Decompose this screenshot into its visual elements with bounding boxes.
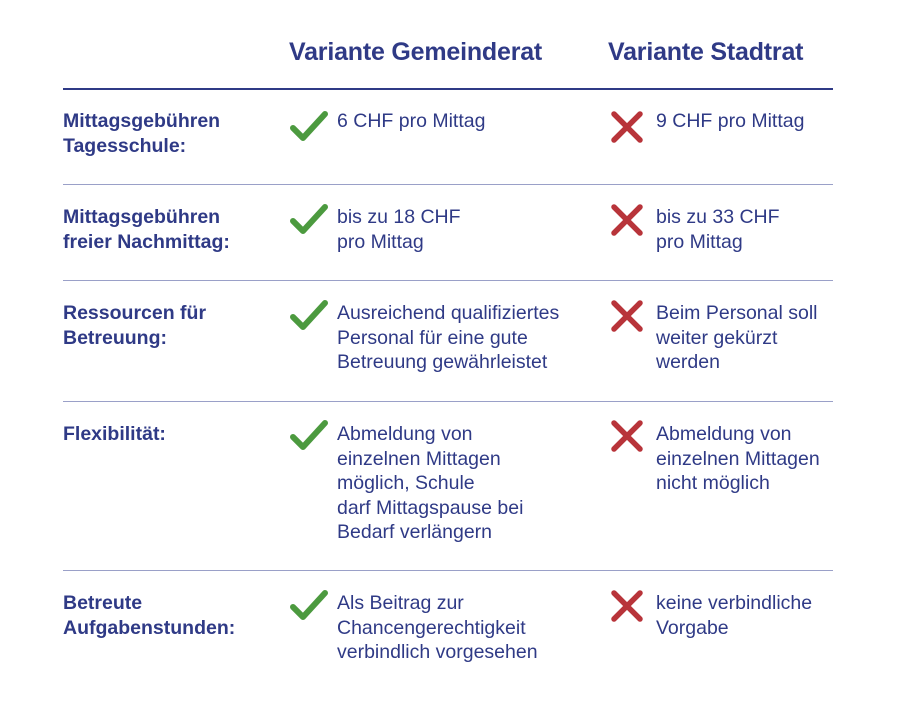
header-variante-stadtrat: Variante Stadtrat <box>608 38 804 66</box>
row-divider <box>63 570 833 571</box>
cross-icon <box>609 589 647 623</box>
cross-icon <box>609 203 647 237</box>
row-label: Betreute Aufgabenstunden: <box>63 592 236 639</box>
cell-stadtrat: Beim Personal soll weiter gekürzt werden <box>656 302 818 373</box>
cell-gemeinderat: Ausreichend qualifiziertes Personal für eine gute Betreuung gewährleistet <box>337 302 560 373</box>
cell-stadtrat: Abmeldung von einzelnen Mittagen nicht möglich <box>656 423 820 494</box>
check-icon <box>290 203 328 237</box>
cell-stadtrat: keine verbindliche Vorgabe <box>656 592 813 639</box>
cell-gemeinderat: Als Beitrag zur Chancengerechtigkeit verbindlich vorgesehen <box>337 592 538 663</box>
check-icon <box>290 110 328 144</box>
cell-gemeinderat: 6 CHF pro Mittag <box>337 110 486 132</box>
header-divider <box>63 88 833 90</box>
check-icon <box>290 589 328 623</box>
check-icon <box>290 299 328 333</box>
row-divider <box>63 184 833 185</box>
check-icon <box>290 419 328 453</box>
row-divider <box>63 280 833 281</box>
row-label: Ressourcen für Betreuung: <box>63 302 207 349</box>
row-label: Flexibilität: <box>63 423 166 445</box>
row-label: Mittagsgebühren freier Nachmittag: <box>63 206 230 253</box>
row-label: Mittagsgebühren Tagesschule: <box>63 110 221 157</box>
cross-icon <box>609 110 647 144</box>
cell-gemeinderat: bis zu 18 CHF pro Mittag <box>337 206 461 253</box>
cell-gemeinderat: Abmeldung von einzelnen Mittagen möglich, Schule darf Mittagspause bei Bedarf verlängern <box>337 423 524 543</box>
cell-stadtrat: 9 CHF pro Mittag <box>656 110 805 132</box>
cross-icon <box>609 419 647 453</box>
cross-icon <box>609 299 647 333</box>
row-divider <box>63 401 833 402</box>
cell-stadtrat: bis zu 33 CHF pro Mittag <box>656 206 780 253</box>
header-variante-gemeinderat: Variante Gemeinderat <box>289 38 543 66</box>
